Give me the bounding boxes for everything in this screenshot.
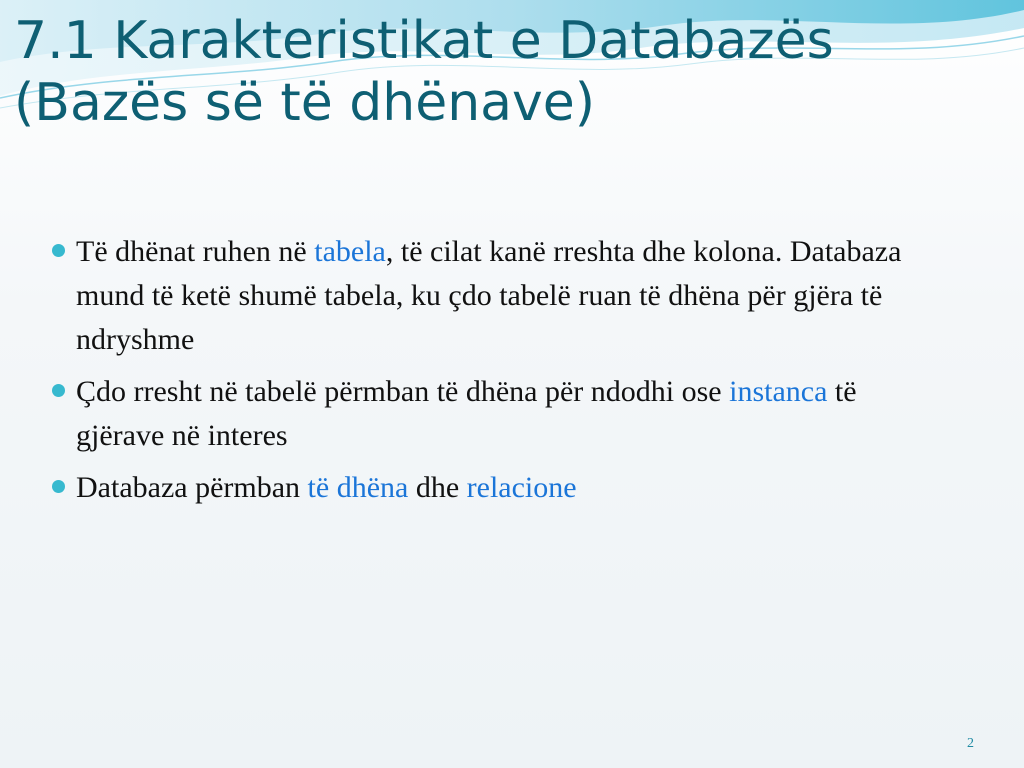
bullet-text: dhe [408,471,467,504]
bullet-item [50,230,950,362]
bullet-text: Çdo rresht në tabelë përmban të dhëna për ndodhi ose [76,375,730,408]
bullet-text: Të dhënat ruhen në [76,235,315,268]
bullet-item [50,466,950,510]
slide-title-line-1: 7.1 Karakteristikat e Databazës [14,11,834,71]
bullet-item [50,370,950,458]
bullet-dot-icon [52,244,65,257]
highlighted-term: tabela [314,235,386,268]
bullet-text: të gjërave në interes [76,375,857,452]
bullet-text: , të cilat kanë rreshta dhe kolona. Databaza mund të ketë shumë tabela, ku çdo tabelë ruan të dhëna për gjëra të ndryshme [76,235,902,356]
slide-title [14,10,1004,134]
highlighted-term: të dhëna [307,471,409,504]
highlighted-term: relacione [466,471,577,504]
page-number: 2 [967,736,974,751]
bullet-text: Databaza përmban [76,471,308,504]
bullet-dot-icon [52,384,65,397]
slide-title-line-2: (Bazës së të dhënave) [14,73,596,133]
highlighted-term: instanca [729,375,828,408]
bullet-dot-icon [52,480,65,493]
bullet-list [50,230,950,518]
